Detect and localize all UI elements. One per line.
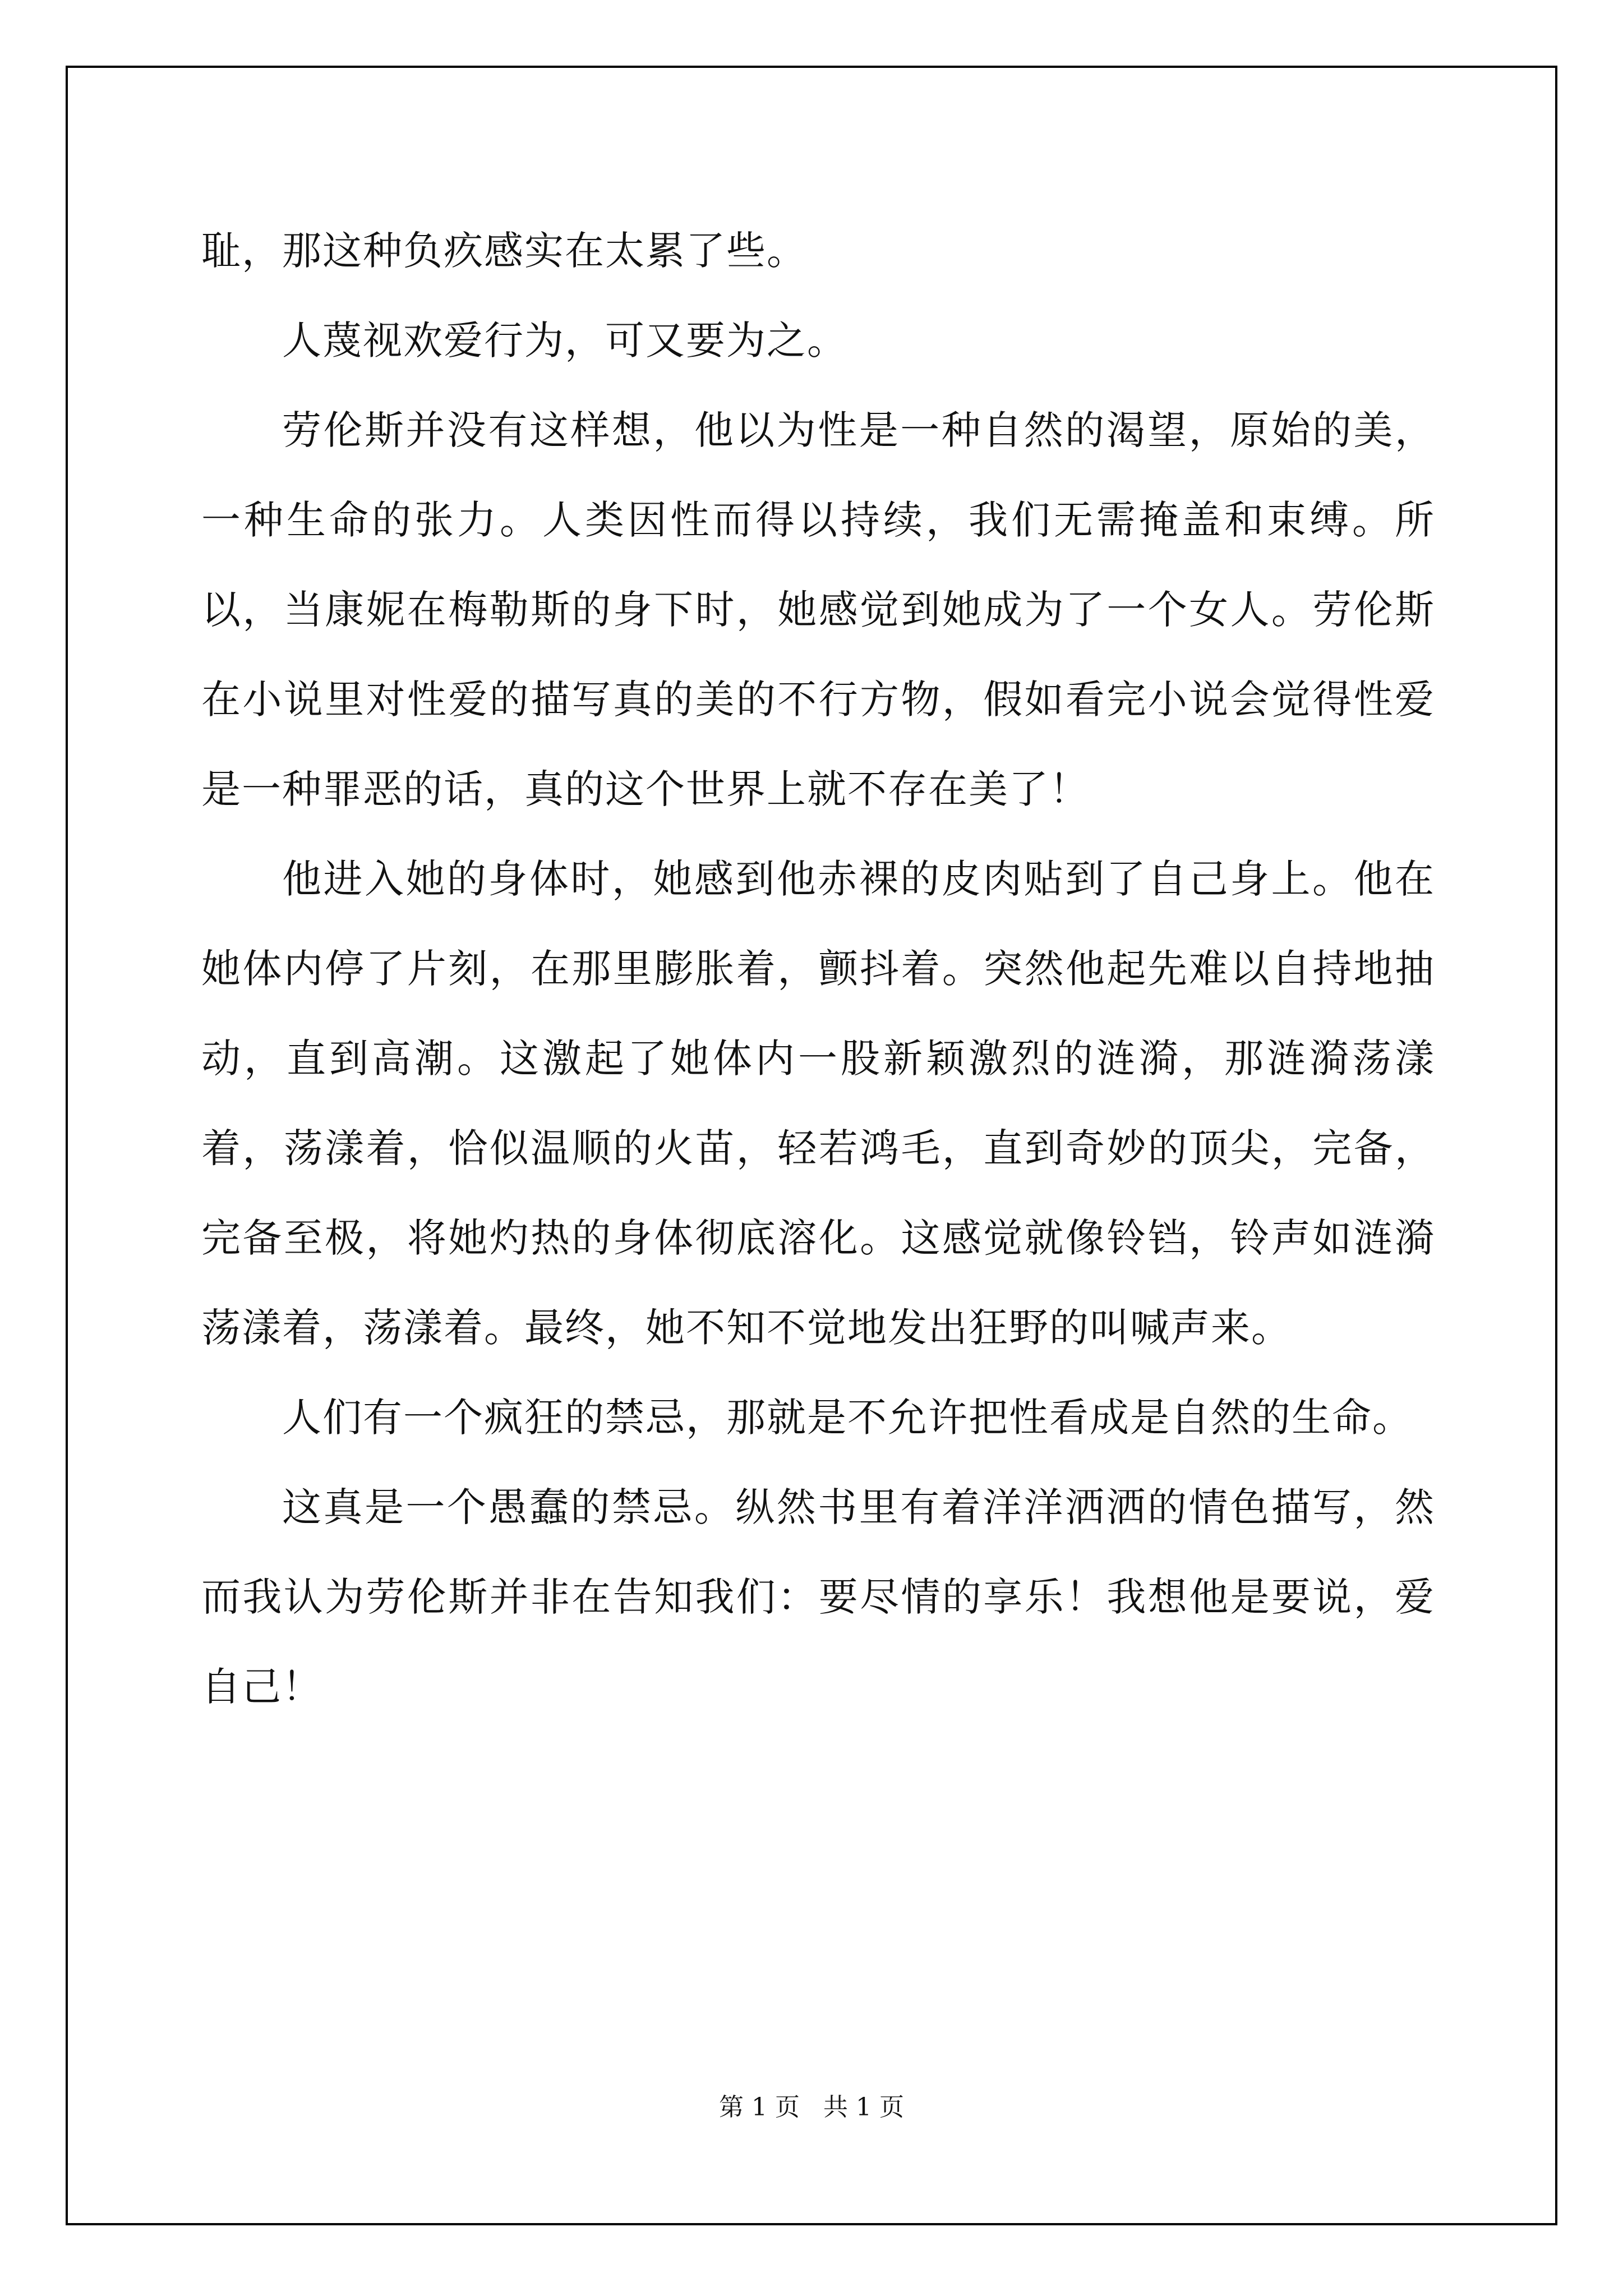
paragraph: 人蔑视欢爱行为，可又要为之。 xyxy=(282,318,847,364)
total-pages: 共 1 页 xyxy=(823,2093,904,2122)
page-footer xyxy=(0,2087,1623,2123)
paragraph: 劳伦斯并没有这样想，他以为性是一种自然的渴望，原始的美，一种生命的张力。人类因性而得以持续，我们无需掩盖和束缚。所以，当康妮在梅勒斯的身下时，她感觉到她成为了一个女人。劳伦斯在小说里对性爱的描写真的美的不行方物，假如看完小说会觉得性爱是一种罪恶的话，真的这个世界上就不存在美了！ xyxy=(201,407,1435,812)
document-body xyxy=(201,206,1435,1732)
paragraph: 人们有一个疯狂的禁忌，那就是不允许把性看成是自然的生命。 xyxy=(282,1395,1413,1441)
page-number: 第 1 页 xyxy=(719,2093,800,2122)
paragraph-continuation: 耻，那这种负疚感实在太累了些。 xyxy=(201,228,807,274)
paragraph: 这真是一个愚蠢的禁忌。纵然书里有着洋洋洒洒的情色描写，然而我认为劳伦斯并非在告知我们：要尽情的享乐！我想他是要说，爱自己！ xyxy=(201,1484,1435,1710)
paragraph: 他进入她的身体时，她感到他赤裸的皮肉贴到了自己身上。他在她体内停了片刻，在那里膨胀着，颤抖着。突然他起先难以自持地抽动，直到高潮。这激起了她体内一股新颖激烈的涟漪，那涟漪荡漾着，荡漾着，恰似温顺的火苗，轻若鸿毛，直到奇妙的顶尖，完备，完备至极，将她灼热的身体彻底溶化。这感觉就像铃铛，铃声如涟漪荡漾着，荡漾着。最终，她不知不觉地发出狂野的叫喊声来。 xyxy=(201,856,1435,1351)
